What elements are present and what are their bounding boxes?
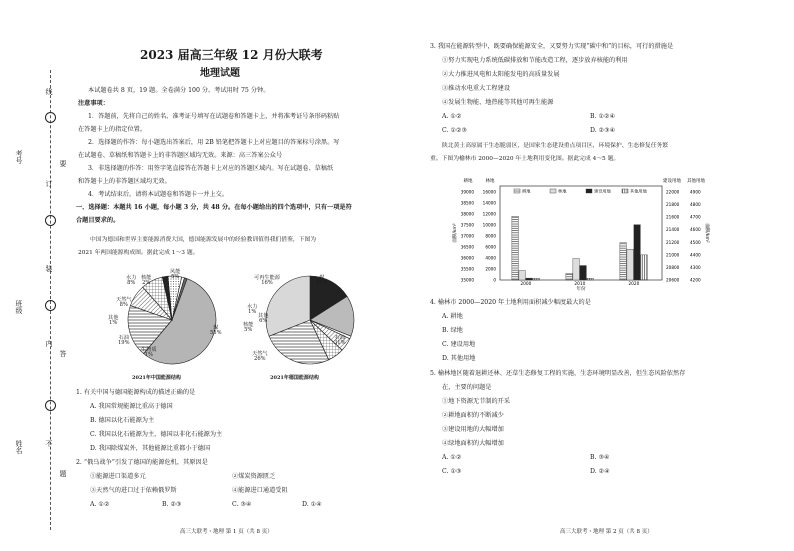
passage-line: 2021 年两国能源构成图。据此完成 1～3 题。 (78, 250, 199, 256)
bar-建设用地-2000 (526, 278, 533, 280)
question-stem: 4. 榆林市 2000—2020 年土地利用面积减少幅度最大的是 (430, 299, 591, 306)
binding-marker: 不 (45, 440, 53, 447)
notice-line: 3．非选择题的作答：用签字笔直接答在答题卡上对应的答题区域内。写在试题卷、草稿纸 (88, 165, 334, 172)
pie-label: 其他 6% (258, 313, 269, 325)
binding-marker: 订 (45, 180, 53, 187)
right2-tick: 4900 (690, 189, 701, 195)
page-subtitle: 地理试题 (200, 68, 240, 79)
x-axis-label: 年份 (576, 287, 586, 292)
binding-marker: 线 (45, 88, 53, 95)
pie-label: 核能 5% (243, 322, 254, 334)
x-tick-label: 2000 (520, 282, 532, 287)
right1-tick: 22000 (666, 189, 680, 195)
right2-tick: 4300 (690, 264, 701, 270)
answer-option[interactable]: D. ②③④ (590, 127, 616, 134)
notice-line: 和答题卡上的非答题区域均无效。 (78, 178, 171, 185)
pie-label: 石油 31% (334, 335, 346, 347)
left1-tick: 37500 (460, 222, 474, 228)
left2-axis-head: 林地 (485, 179, 495, 184)
right2-tick: 4800 (690, 202, 701, 208)
binding-marker: 装 (45, 265, 53, 272)
statement-item: ①能源进口渠道多元 (90, 473, 146, 480)
bar-建设用地-2010 (580, 266, 587, 280)
left2-tick: 8000 (485, 233, 496, 239)
bar-林地-2000 (519, 271, 526, 280)
pie-label: 风能 5% (170, 269, 181, 281)
page-title: 2023 届高三年级 12 月份大联考 (140, 48, 323, 62)
answer-option[interactable]: D. 我国除煤炭外，其他能源比重都小于德国 (90, 445, 211, 452)
left1-tick: 38500 (460, 200, 474, 206)
answer-option[interactable]: D. 其他用地 (442, 355, 476, 362)
left1-tick: 35500 (460, 266, 474, 272)
pie-label: 煤 15% (316, 275, 328, 287)
bar-林地-2020 (627, 249, 634, 280)
statement-item: ②耕地面积的不断减少 (442, 412, 504, 419)
right2-tick: 4400 (690, 252, 701, 258)
exam-number-label: 考号 (15, 150, 23, 164)
answer-option[interactable]: D. ②④ (590, 468, 610, 475)
bar-建设用地-2020 (634, 225, 641, 280)
pie-label: 天然气 8% (116, 297, 132, 309)
left2-tick: 16000 (482, 189, 496, 195)
statement-item: ③天然气的进口过于依赖俄罗斯 (90, 487, 177, 494)
legend-swatch (622, 189, 628, 193)
left1-tick: 39000 (460, 189, 474, 195)
x-tick-label: 2020 (628, 282, 640, 287)
right1-tick: 20600 (666, 277, 680, 283)
question-stem: 3. 我国在能源转型中，既要确保能源安全，又要努力实现“碳中和”的目标，可行的措施是 (430, 43, 674, 50)
pie-label: 水力 8% (126, 275, 137, 287)
notice-line: 在答题卡上的指定位置。 (78, 126, 147, 133)
left1-tick: 38000 (460, 211, 474, 217)
legend-swatch (550, 189, 556, 193)
left2-tick: 2000 (485, 266, 496, 272)
answer-option[interactable]: C. ①②③ (442, 127, 468, 134)
statement-item: ①努力实现电力系统低碳排放和节能改造工程，逐步放弃核能的利用 (442, 57, 628, 64)
right2-tick: 4700 (690, 214, 701, 220)
pie-caption: 2021年德国能源结构 (270, 375, 319, 381)
right-axis-label: 面积/km² (704, 223, 709, 243)
question-stem: 2. “俄乌战争”引发了德国的能源危机，其原因是 (76, 459, 208, 466)
statement-item: ①地下资源无节制的开采 (442, 398, 511, 405)
answer-option[interactable]: C. 建设用地 (442, 341, 476, 348)
answer-option[interactable]: B. ①②④ (590, 113, 616, 120)
left-axis-label: 面积/km² (453, 223, 458, 243)
answer-option[interactable]: A. 我国常规能源比重高于德国 (90, 403, 173, 410)
left2-tick: 4000 (485, 255, 496, 261)
pie-label: 煤 55% (210, 325, 222, 337)
notice-line: 4．考试结束后，请将本试题卷和答题卡一并上交。 (88, 191, 229, 198)
legend-swatch (514, 189, 520, 193)
answer-option[interactable]: B. ②③ (162, 501, 182, 508)
left2-tick: 12000 (482, 211, 496, 217)
notice-line: 在试题卷、草稿纸和答题卡上的非答题区域均无效。来源：高三答案公众号 (78, 152, 283, 159)
class-label: 班级 (15, 300, 23, 314)
pie-label: 水力 1% (247, 304, 258, 316)
answer-option[interactable]: C. ①③ (442, 468, 462, 475)
right2-tick: 4200 (690, 277, 701, 283)
answer-option[interactable]: A. ①② (90, 501, 110, 508)
bar-其他用地-2000 (533, 278, 540, 280)
answer-option[interactable]: B. 绿地 (442, 327, 463, 334)
left2-tick: 6000 (485, 244, 496, 250)
statement-item: ④绿地面积的大幅增加 (442, 440, 504, 447)
pie-label: 生物质 1% (141, 347, 157, 359)
left1-axis-head: 耕地 (463, 179, 473, 184)
legend-label: 耕地 (522, 188, 531, 194)
answer-option[interactable]: A. ①② (442, 113, 462, 120)
legend-label: 建设用地 (594, 188, 611, 194)
x-tick-label: 2010 (574, 282, 586, 287)
bar-耕地-2000 (512, 216, 519, 280)
name-label: 姓名 (15, 440, 23, 454)
notice-line: 2．选择题的作答：每小题选出答案后，用 2B 铅笔把答题卡上对应题目的答案标号涂黑。写 (88, 139, 340, 146)
right1-axis-head: 建设用地 (663, 179, 681, 184)
bar-其他用地-2020 (641, 255, 648, 280)
pie-label: 天然气 26% (252, 351, 268, 363)
binding-hole-icon (45, 400, 56, 411)
pie-label: 其他 1% (108, 315, 119, 327)
legend-label: 林地 (558, 188, 567, 194)
section-heading: 一、选择题：本题共 16 小题，每小题 3 分，共 48 分。在每小题给出的四个选项中，只有一项是符 (76, 204, 352, 211)
left1-tick: 36000 (460, 255, 474, 261)
binding-marker: 要 (59, 160, 67, 167)
answer-option[interactable]: C. 我国以化石能源为主，德国以非化石能源为主 (90, 431, 223, 438)
left1-tick: 37000 (460, 233, 474, 239)
question-stem: 5. 榆林地区随着退耕还林、还草生态修复工程的实施，生态环境明显改善，但生态风险依然存 (430, 370, 686, 377)
passage-line: 中国为德国和世界主要能源消费大国，德国能源发展中的经验教训值得我们借鉴，下图为 (90, 237, 317, 243)
statement-item: ②大力推进风电和太阳能发电的高质量发展 (442, 71, 560, 78)
binding-hole-icon (45, 112, 56, 123)
land-use-bar-chart (450, 168, 710, 292)
answer-option[interactable]: A. 耕地 (442, 313, 463, 320)
right1-tick: 21200 (666, 239, 680, 245)
legend-label: 其他用地 (630, 188, 647, 194)
left2-tick: 14000 (482, 200, 496, 206)
binding-marker: 答 (59, 350, 67, 357)
right1-tick: 21400 (666, 227, 680, 233)
right2-axis-head: 其他用地 (687, 179, 705, 184)
right2-tick: 4600 (690, 227, 701, 233)
right2-tick: 4500 (690, 239, 701, 245)
answer-option[interactable]: C. ③④ (232, 501, 252, 508)
statement-item: ③建设用地的大幅增加 (442, 426, 504, 433)
left1-tick: 36500 (460, 244, 474, 250)
binding-margin (0, 0, 67, 551)
right1-tick: 21600 (666, 214, 680, 220)
statement-item: ②煤炭资源匮乏 (232, 473, 276, 480)
statement-item: ③推动水电重大工程建设 (442, 85, 511, 92)
right1-tick: 21000 (666, 252, 680, 258)
binding-hole-icon (45, 215, 56, 226)
answer-option[interactable]: B. ③④ (590, 454, 610, 461)
left2-tick: 0 (493, 277, 496, 283)
notice-line: 1．答题前，先将自己的姓名、准考证号填写在试题卷和答题卡上，并将准考证号条形码粘贴 (88, 113, 340, 120)
passage-line: 重。下图为榆林市 2000—2020 年土地利用变化图。据此完成 4～5 题。 (430, 156, 620, 162)
page-footer: 高三大联考・地理 第 1 页（共 8 页） (180, 529, 273, 535)
binding-hole-icon (45, 300, 56, 311)
statement-item: ④发展生物能、地热能等其他可再生能源 (442, 99, 554, 106)
binding-marker: 内 (45, 340, 53, 347)
question-stem: 1. 有关中国与德国能源构成的描述正确的是 (76, 389, 196, 396)
answer-option[interactable]: A. ①② (442, 454, 462, 461)
bar-林地-2010 (573, 259, 580, 280)
left1-tick: 35000 (460, 277, 474, 283)
question-stem: 在，主要的问题是 (442, 384, 492, 391)
right1-tick: 20800 (666, 264, 680, 270)
passage-line: 陕北黄土高原属于生态脆弱区，是国家生态建设重点项目区，环境保护、生态修复任务繁 (442, 143, 669, 149)
notice-heading: 注意事项： (78, 100, 109, 107)
pie-caption: 2021年中国能源结构 (132, 375, 181, 381)
answer-option[interactable]: B. 德国以化石能源为主 (90, 417, 155, 424)
legend-swatch (586, 189, 592, 193)
answer-option[interactable]: D. ①④ (302, 501, 322, 508)
bar-耕地-2020 (620, 243, 627, 280)
left2-tick: 10000 (482, 222, 496, 228)
statement-item: ④能源进口通道受阻 (232, 487, 288, 494)
pie-label: 石油 19% (118, 335, 130, 347)
right1-tick: 21800 (666, 202, 680, 208)
bar-其他用地-2010 (587, 278, 594, 280)
binding-marker: 题 (59, 470, 67, 477)
bar-耕地-2010 (566, 273, 573, 280)
page-footer: 高三大联考・地理 第 2 页（共 8 页） (560, 529, 653, 535)
pie-label: 核能 2% (141, 275, 152, 287)
section-heading: 合题目要求的。 (76, 217, 120, 224)
exam-intro: 本试题卷共 8 页，19 题。全卷满分 100 分。考试用时 75 分钟。 (88, 87, 270, 94)
pie-label: 可再生能源 16% (254, 275, 280, 287)
